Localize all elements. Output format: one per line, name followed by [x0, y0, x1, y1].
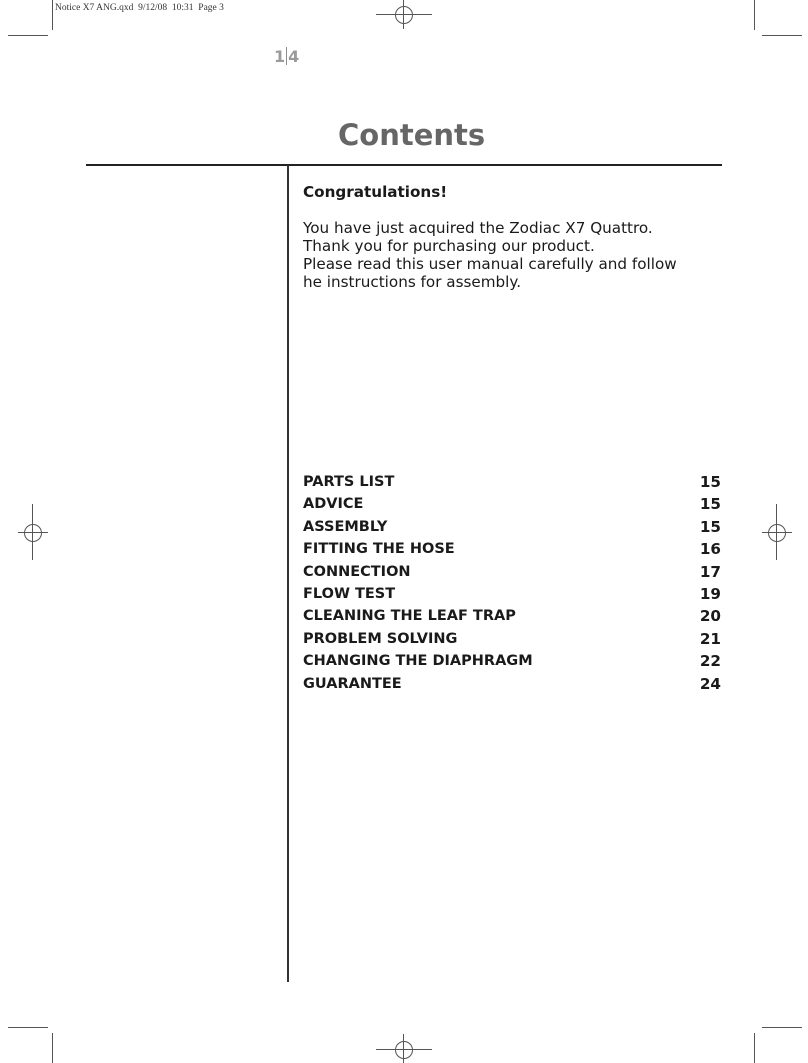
toc-label: CHANGING THE DIAPHRAGM — [303, 653, 533, 670]
toc-page: 15 — [699, 517, 721, 536]
crop-mark-br-v — [754, 1033, 755, 1063]
page-number-right: 4 — [288, 47, 300, 66]
registration-mark-right-circle — [768, 524, 786, 542]
registration-mark-top-circle — [395, 6, 413, 24]
registration-mark-left-circle — [24, 524, 42, 542]
crop-mark-br-h — [762, 1027, 802, 1028]
intro-line: Thank you for purchasing our product. — [303, 237, 595, 255]
intro-heading: Congratulations! — [303, 183, 448, 201]
toc-entry-assembly[interactable] — [303, 517, 721, 539]
toc-page: 22 — [699, 652, 721, 671]
toc-label: CLEANING THE LEAF TRAP — [303, 608, 516, 625]
toc-entry-flow-test[interactable] — [303, 584, 721, 606]
toc-page: 24 — [699, 674, 721, 693]
toc-label: ADVICE — [303, 496, 364, 513]
toc-label: PROBLEM SOLVING — [303, 630, 458, 647]
toc-entry-fitting-the-hose[interactable] — [303, 539, 721, 561]
toc-entry-connection[interactable] — [303, 562, 721, 584]
crop-mark-tr-v — [754, 0, 755, 30]
toc-label: GUARANTEE — [303, 675, 402, 692]
toc-page: 21 — [699, 629, 721, 648]
toc-label: CONNECTION — [303, 563, 411, 580]
intro-line: You have just acquired the Zodiac X7 Quattro. — [303, 219, 653, 237]
crop-mark-bl-h — [8, 1027, 48, 1028]
toc-entry-guarantee[interactable] — [303, 674, 721, 696]
toc-page: 15 — [699, 473, 721, 491]
title-rule — [86, 164, 722, 166]
toc-label: PARTS LIST — [303, 474, 395, 490]
toc-entry-problem-solving[interactable] — [303, 629, 721, 651]
table-of-contents — [303, 472, 721, 696]
toc-label: FITTING THE HOSE — [303, 541, 455, 558]
toc-page: 17 — [699, 562, 721, 581]
toc-entry-advice[interactable] — [303, 494, 721, 516]
intro-section — [303, 183, 723, 291]
toc-label: ASSEMBLY — [303, 518, 388, 535]
crop-mark-tl-h — [8, 35, 48, 36]
page-number-divider — [286, 47, 287, 65]
toc-page: 16 — [699, 540, 721, 559]
page-number-left: 1 — [274, 47, 286, 66]
toc-entry-changing-the-diaphragm[interactable] — [303, 651, 721, 673]
toc-entry-parts-list[interactable] — [303, 472, 721, 494]
crop-mark-tr-h — [762, 35, 802, 36]
crop-mark-tl-v — [52, 0, 53, 30]
toc-label: FLOW TEST — [303, 585, 396, 602]
page-number — [274, 47, 299, 66]
toc-page: 19 — [699, 584, 721, 603]
crop-mark-bl-v — [52, 1033, 53, 1063]
toc-page: 20 — [699, 607, 721, 626]
intro-line: Please read this user manual carefully and follow — [303, 255, 677, 273]
slug-line: Notice X7 ANG.qxd 9/12/08 10:31 Page 3 — [55, 3, 224, 13]
intro-line: he instructions for assembly. — [303, 273, 522, 291]
column-divider — [287, 165, 289, 982]
toc-entry-cleaning-the-leaf-trap[interactable] — [303, 606, 721, 628]
toc-page: 15 — [699, 495, 721, 514]
page-title: Contents — [338, 118, 486, 152]
registration-mark-bottom-circle — [395, 1041, 413, 1059]
